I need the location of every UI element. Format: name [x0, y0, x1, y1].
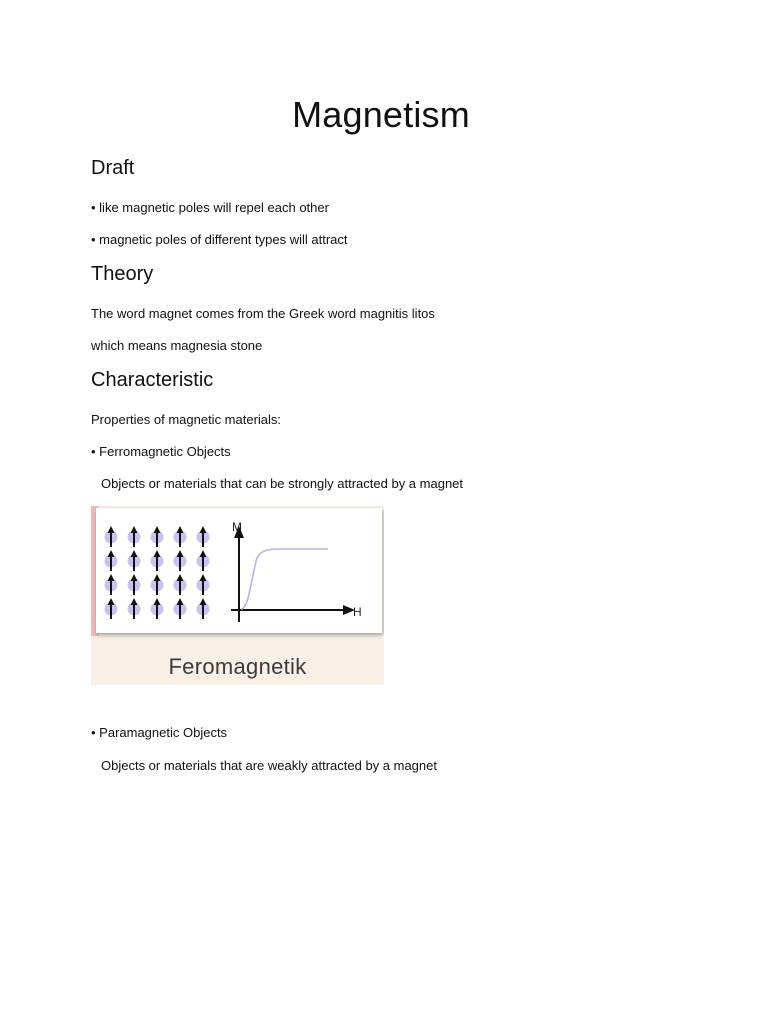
characteristic-line-2: • Ferromagnetic Objects [91, 444, 231, 459]
section-heading-draft: Draft [91, 157, 135, 179]
theory-line-1: The word magnet comes from the Greek word magnitis litos [91, 306, 435, 321]
dipole-arrow-icon [105, 598, 118, 619]
figure-caption: Feromagnetik [168, 654, 307, 679]
dipole-arrow-icon [174, 550, 187, 571]
dipole-arrow-icon [197, 574, 210, 595]
dipole-arrow-icon [197, 550, 210, 571]
dipole-arrow-icon [151, 598, 164, 619]
dipole-arrow-icon [128, 550, 141, 571]
h-axis-label: H [353, 605, 362, 619]
paramagnetic-heading-line: • Paramagnetic Objects [91, 725, 228, 740]
dipole-arrow-icon [128, 574, 141, 595]
magnetization-curve [241, 549, 328, 609]
dipole-arrow-icon [151, 526, 164, 547]
section-heading-theory: Theory [91, 263, 154, 285]
characteristic-line-1: Properties of magnetic materials: [91, 412, 282, 427]
dipole-arrow-icon [128, 526, 141, 547]
dipole-grid [105, 526, 210, 619]
draft-line-2: • magnetic poles of different types will attract [91, 232, 348, 247]
draft-line-1: • like magnetic poles will repel each other [91, 200, 329, 215]
ferromagnetic-figure [91, 506, 384, 685]
ferromagnetic-diagram [91, 506, 384, 646]
dipole-arrow-icon [197, 526, 210, 547]
characteristic-line-3: Objects or materials that can be strongly attracted by a magnet [101, 476, 464, 491]
dipole-arrow-icon [174, 574, 187, 595]
dipole-arrow-icon [174, 526, 187, 547]
dipole-arrow-icon [151, 550, 164, 571]
dipole-arrow-icon [105, 550, 118, 571]
dipole-arrow-icon [197, 598, 210, 619]
page-title: Magnetism [292, 94, 470, 135]
dipole-arrow-icon [105, 526, 118, 547]
theory-line-2: which means magnesia stone [91, 338, 263, 353]
paramagnetic-description-line: Objects or materials that are weakly attracted by a magnet [101, 758, 437, 773]
dipole-arrow-icon [128, 598, 141, 619]
m-axis-label: M [232, 520, 242, 534]
dipole-arrow-icon [105, 574, 118, 595]
dipole-arrow-icon [174, 598, 187, 619]
section-heading-characteristic: Characteristic [91, 369, 214, 391]
dipole-arrow-icon [151, 574, 164, 595]
